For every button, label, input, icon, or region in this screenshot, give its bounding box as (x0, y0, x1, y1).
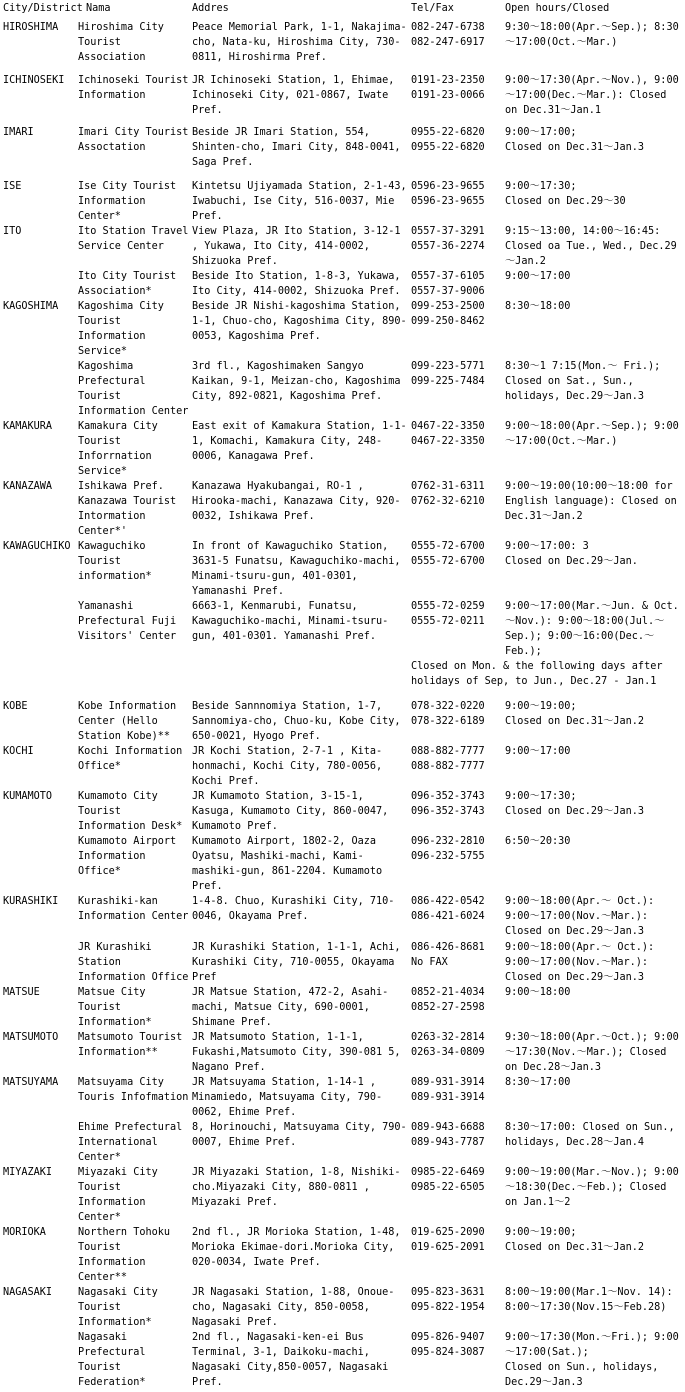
row-hours: 9:00～17:30(Mon.～Fri.); 9:00 ～17:00(Sat.); Closed on Sun., holidays, Dec.29～Jan.3 (505, 1332, 679, 1388)
row-address: JR Kumamoto Station, 3-15-1, Kasuga, Kumamoto City, 860-0047, Kumamoto Pref. (192, 791, 389, 832)
row-city: HIROSHIMA (3, 22, 59, 33)
row-hours: 9:00～19:00(10:00～18:00 for English language): Closed on Dec.31～Jan.2 (505, 481, 677, 522)
row-address: View Plaza, JR Ito Station, 3-12-1 , Yukawa, Ito City, 414-0002, Shizuoka Pref. (192, 226, 401, 267)
row-name: Matsuyama City Touris Infofmation (78, 1077, 189, 1103)
row-tel-fax: 0555-72-6700 0555-72-6700 (411, 541, 485, 567)
header-name: Nama (86, 3, 111, 14)
row-city: ISE (3, 181, 22, 192)
row-name: Kagoshima City Tourist Information Service* (78, 301, 164, 357)
row-tel-fax: 089-931-3914 089-931-3914 (411, 1077, 485, 1103)
row-address: 2nd fl., JR Morioka Station, 1-48, Morioka Ekimae-dori.Morioka City, 020-0034, Iwate Pref. (192, 1227, 401, 1268)
header-hours: Open hours/Closed (505, 3, 610, 14)
row-address: 2nd fl., Nagasaki-ken-ei Bus Terminal, 3-1, Daikoku-machi, Nagasaki City,850-0057, Nagasaki Pref. (192, 1332, 389, 1388)
row-tel-fax: 086-426-8681 No FAX (411, 942, 485, 968)
row-tel-fax: 0557-37-3291 0557-36-2274 (411, 226, 485, 252)
row-tel-fax: 099-253-2500 099-250-8462 (411, 301, 485, 327)
row-hours: 8:30～1 7:15(Mon.～ Fri.); Closed on Sat., Sun., holidays, Dec.29～Jan.3 (505, 361, 661, 402)
row-address: JR Kochi Station, 2-7-1 , Kita- honmachi, Kochi City, 780-0056, Kochi Pref. (192, 746, 383, 787)
row-name: Kurashiki-kan Information Center (78, 896, 189, 922)
row-address: Peace Memorial Park, 1-1, Nakajima- cho, Nata-ku, Hiroshima City, 730- 0811, Hiroshirma Pref. (192, 22, 407, 63)
row-tel-fax: 0263-32-2814 0263-34-0809 (411, 1032, 485, 1058)
row-city: IMARI (3, 127, 34, 138)
row-tel-fax: 096-352-3743 096-352-3743 (411, 791, 485, 817)
row-hours: 9:00～18:00(Apr.～Sep.); 9:00 ～17:00(Oct.～Mar.) (505, 421, 679, 447)
row-tel-fax: 0852-21-4034 0852-27-2598 (411, 987, 485, 1013)
row-name: Miyazaki City Tourist Information Center* (78, 1167, 158, 1223)
row-address: 6663-1, Kenmarubi, Funatsu, Kawaguchiko-machi, Minami-tsuru- gun, 401-0301. Yamanashi Pref. (192, 601, 389, 642)
row-city: NAGASAKI (3, 1287, 53, 1298)
row-hours: 8:30～17:00 (505, 1077, 571, 1088)
row-hours: 8:00～19:00(Mar.1～Nov. 14): 8:00～17:30(Nov.15～Feb.28) (505, 1287, 673, 1313)
row-name: Kagoshima Prefectural Tourist Information Center (78, 361, 189, 417)
row-name: Kumamoto City Tourist Information Desk* (78, 791, 183, 832)
row-address: Kanazawa Hyakubangai, RO-1 , Hirooka-machi, Kanazawa City, 920- 0032, Ishikawa Pref. (192, 481, 401, 522)
row-city: KAWAGUCHIKO (3, 541, 71, 552)
row-address: East exit of Kamakura Station, 1-1- 1, Komachi, Kamakura City, 248- 0006, Kanagawa Pref. (192, 421, 407, 462)
row-tel-fax: 078-322-0220 078-322-6189 (411, 701, 485, 727)
row-hours: 8:30～17:00: Closed on Sun., holidays, Dec.28～Jan.4 (505, 1122, 675, 1148)
row-city: KOBE (3, 701, 28, 712)
row-name: Ise City Tourist Information Center* (78, 181, 177, 222)
row-hours: 9:00～18:00(Apr.～ Oct.): 9:00～17:00(Nov.～Mar.): Closed on Dec.29～Jan.3 (505, 942, 655, 983)
row-hours: 9:00～19:00(Mar.～Nov.); 9:00 ～18:30(Dec.～Feb.); Closed on Jan.1～2 (505, 1167, 679, 1208)
row-tel-fax: 089-943-6688 089-943-7787 (411, 1122, 485, 1148)
row-address: 1-4-8. Chuo, Kurashiki City, 710- 0046, Okayama Pref. (192, 896, 395, 922)
row-city: MORIOKA (3, 1227, 46, 1238)
row-hours: 9:00～17:30(Apr.～Nov.), 9:00 ～17:00(Dec.～Mar.): Closed on Dec.31～Jan.1 (505, 75, 679, 116)
row-hours: 9:00～17:00 (505, 746, 571, 757)
row-address: Kintetsu Ujiyamada Station, 2-1-43, Iwabuchi, Ise City, 516-0037, Mie Pref. (192, 181, 407, 222)
row-name: Ito Station Travel Service Center (78, 226, 189, 252)
row-address: JR Matsumoto Station, 1-1-1, Fukashi,Matsumoto City, 390-081 5, Nagano Pref. (192, 1032, 401, 1073)
row-city: KUMAMOTO (3, 791, 53, 802)
row-tel-fax: 096-232-2810 096-232-5755 (411, 836, 485, 862)
table-header (0, 0, 685, 16)
row-address: JR Matsuyama Station, 1-14-1 , Minamiedo, Matsuyama City, 790- 0062, Ehime Pref. (192, 1077, 383, 1118)
row-tel-fax: 088-882-7777 088-882-7777 (411, 746, 485, 772)
row-name: JR Kurashiki Station Information Office (78, 942, 189, 983)
row-tel-fax: 0191-23-2350 0191-23-0066 (411, 75, 485, 101)
row-city: ICHINOSEKI (3, 75, 65, 86)
row-tel-fax: 019-625-2090 019-625-2091 (411, 1227, 485, 1253)
row-hours: 9:00～17:00; Closed on Dec.31～Jan.3 (505, 127, 644, 153)
row-hours: 9:30～18:00(Apr.～Sep.); 8:30 ～17:00(Oct.～Mar.) (505, 22, 679, 48)
row-address: JR Matsue Station, 472-2, Asahi- machi, Matsue City, 690-0001, Shimane Pref. (192, 987, 389, 1028)
row-tel-fax: 0985-22-6469 0985-22-6505 (411, 1167, 485, 1193)
row-hours: 9:00～17:00 (505, 271, 571, 282)
row-city: MATSUYAMA (3, 1077, 59, 1088)
row-hours: 9:00～18:00 (505, 987, 571, 998)
row-city: MIYAZAKI (3, 1167, 53, 1178)
row-hours: 9:00～17:30; Closed on Dec.29～Jan.3 (505, 791, 644, 817)
row-hours: 9:00～17:00: 3 Closed on Dec.29～Jan. (505, 541, 638, 567)
row-hours: 9:15～13:00, 14:00～16:45: Closed oa Tue., Wed., Dec.29 ～Jan.2 (505, 226, 677, 267)
row-address: Kumamoto Airport, 1802-2, Oaza Oyatsu, Mashiki-machi, Kami- mashiki-gun, 861-2204. Kumamoto Pref. (192, 836, 383, 892)
row-name: Nagasaki City Tourist Information* (78, 1287, 158, 1328)
row-hours: 6:50～20:30 (505, 836, 571, 847)
row-city: MATSUE (3, 987, 40, 998)
row-name: Ishikawa Pref. Kanazawa Tourist Intormation Center*' (78, 481, 177, 537)
row-tel-fax: 0555-72-0259 0555-72-0211 (411, 601, 485, 627)
row-name: Ehime Prefectural International Center* (78, 1122, 183, 1163)
row-address: JR Miyazaki Station, 1-8, Nishiki- cho.Miyazaki City, 880-0811 , Miyazaki Pref. (192, 1167, 401, 1208)
row-name: Kawaguchiko Tourist information* (78, 541, 152, 582)
row-tel-fax: 095-823-3631 095-822-1954 (411, 1287, 485, 1313)
row-address: 8, Horinouchi, Matsuyama City, 790- 0007, Ehime Pref. (192, 1122, 407, 1148)
row-tel-fax: 095-826-9407 095-824-3087 (411, 1332, 485, 1358)
row-city: KAGOSHIMA (3, 301, 59, 312)
header-city: City/District (3, 3, 83, 14)
row-address: Beside Sannnomiya Station, 1-7, Sannomiya-cho, Chuo-ku, Kobe City, 650-0021, Hyogo Pref. (192, 701, 401, 742)
row-city: KAMAKURA (3, 421, 53, 432)
row-hours: 9:00～18:00(Apr.～ Oct.): 9:00～17:00(Nov.～Mar.): Closed on Dec.29～Jan.3 (505, 896, 655, 937)
row-address: Beside JR Nishi-kagoshima Station, 1-1, Chuo-cho, Kagoshima City, 890- 0053, Kagoshima Pref. (192, 301, 407, 342)
row-name: Matsue City Tourist Information* (78, 987, 152, 1028)
row-name: Yamanashi Prefectural Fuji Visitors' Center (78, 601, 177, 642)
row-address: In front of Kawaguchiko Station, 3631-5 Funatsu, Kawaguchiko-machi, Minami-tsuru-gun, 401-0301, Yamanashi Pref. (192, 541, 401, 597)
row-name: Nagasaki Prefectural Tourist Federation* (78, 1332, 146, 1388)
row-tel-fax: 0596-23-9655 0596-23-9655 (411, 181, 485, 207)
row-address: JR Kurashiki Station, 1-1-1, Achi, Kurashiki City, 710-0055, Okayama Pref (192, 942, 401, 983)
row-name: Imari City Tourist Assoctation (78, 127, 189, 153)
row-city: KOCHI (3, 746, 34, 757)
row-city: MATSUMOTO (3, 1032, 59, 1043)
row-address: Beside JR Imari Station, 554, Shinten-cho, Imari City, 848-0041, Saga Pref. (192, 127, 401, 168)
row-city: KURASHIKI (3, 896, 59, 907)
row-tel-fax: 0557-37-6105 0557-37-9006 (411, 271, 485, 297)
row-city: KANAZAWA (3, 481, 53, 492)
row-address: JR Nagasaki Station, 1-88, Onoue- cho, Nagasaki City, 850-0058, Nagasaki Pref. (192, 1287, 395, 1328)
row-hours: 8:30～18:00 (505, 301, 571, 312)
row-address: JR Ichinoseki Station, 1, Ehimae, Ichinoseki City, 021-0867, Iwate Pref. (192, 75, 395, 116)
row-name: Hiroshima City Tourist Association (78, 22, 164, 63)
row-name: Ichinoseki Tourist Information (78, 75, 189, 101)
row-hours: 9:30～18:00(Apr.～Oct.); 9:00 ～17:30(Nov.～Mar.); Closed on Dec.28～Jan.3 (505, 1032, 679, 1073)
header-tel-fax: Tel/Fax (411, 3, 454, 14)
row-tel-fax: 099-223-5771 099-225-7484 (411, 361, 485, 387)
row-hours: 9:00～17:30; Closed on Dec.29～30 (505, 181, 626, 207)
row-tel-fax: 0467-22-3350 0467-22-3350 (411, 421, 485, 447)
row-name: Northern Tohoku Tourist Information Center** (78, 1227, 171, 1283)
row-name: Kochi Information Office* (78, 746, 183, 772)
row-address: Beside Ito Station, 1-8-3, Yukawa, Ito City, 414-0002, Shizuoka Pref. (192, 271, 401, 297)
row-tel-fax: 0955-22-6820 0955-22-6820 (411, 127, 485, 153)
row-note: Closed on Mon. & the following days after holidays of Sep, to Jun., Dec.27 - Jan.1 (411, 661, 663, 687)
row-name: Ito City Tourist Association* (78, 271, 177, 297)
row-tel-fax: 0762-31-6311 0762-32-6210 (411, 481, 485, 507)
row-name: Kamakura City Tourist Inforrnation Service* (78, 421, 158, 477)
row-tel-fax: 082-247-6738 082-247-6917 (411, 22, 485, 48)
row-address: 3rd fl., Kagoshimaken Sangyo Kaikan, 9-1, Meizan-cho, Kagoshima City, 892-0821, Kagoshima Pref. (192, 361, 401, 402)
row-city: ITO (3, 226, 22, 237)
row-hours: 9:00～19:00; Closed on Dec.31～Jan.2 (505, 1227, 644, 1253)
row-name: Matsumoto Tourist Information** (78, 1032, 183, 1058)
row-name: Kumamoto Airport Information Office* (78, 836, 177, 877)
row-hours: 9:00～17:00(Mar.～Jun. & Oct. ～Nov.): 9:00～18:00(Jul.～ Sep.); 9:00～16:00(Dec.～ Feb.); (505, 601, 679, 657)
row-tel-fax: 086-422-0542 086-421-6024 (411, 896, 485, 922)
row-hours: 9:00～19:00; Closed on Dec.31～Jan.2 (505, 701, 644, 727)
header-address: Addres (192, 3, 229, 14)
row-name: Kobe Information Center (Hello Station Kobe)** (78, 701, 177, 742)
